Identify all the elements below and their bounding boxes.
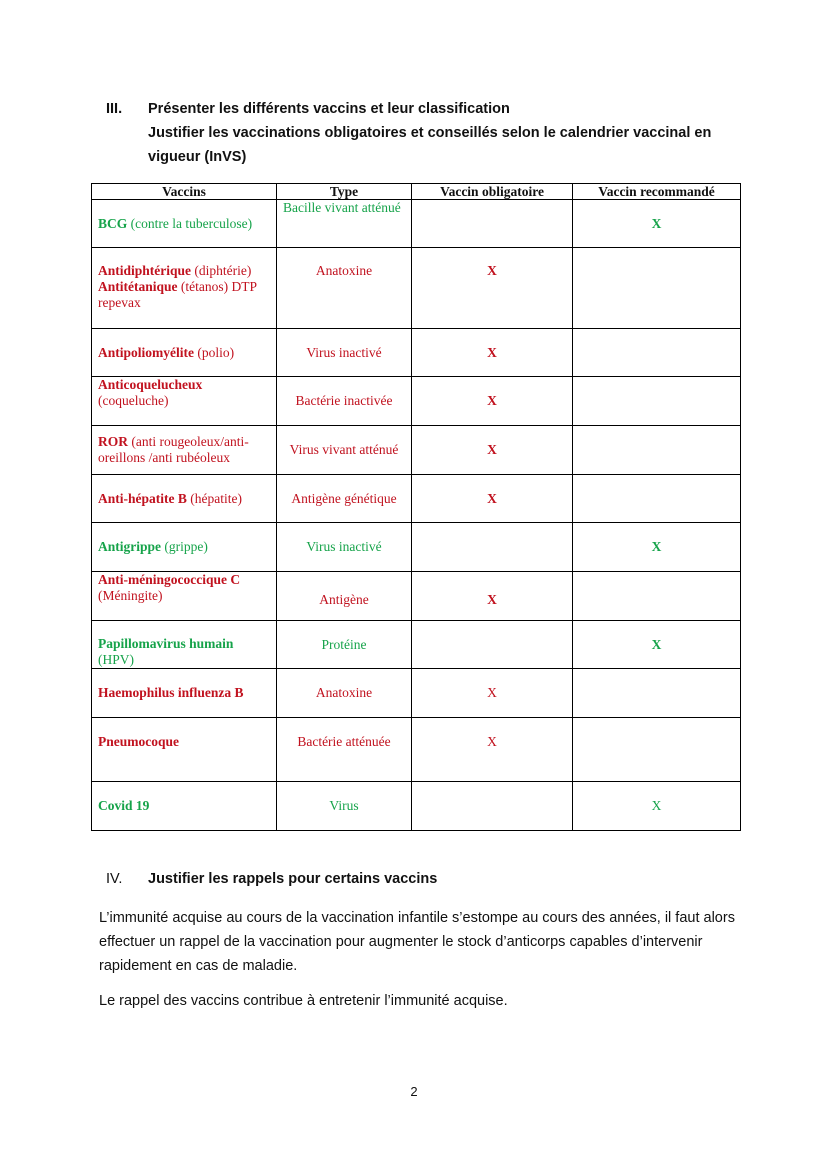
section-3-heading: [106, 97, 712, 165]
table-row: [92, 200, 741, 248]
vaccine-name-cell: [92, 669, 277, 718]
obligatoire-mark: X: [412, 248, 573, 329]
table-row: [92, 475, 741, 523]
table-row: [92, 426, 741, 475]
vaccine-type: Bacille vivant atténué: [277, 200, 412, 248]
vaccine-name: Covid 19: [98, 798, 150, 813]
vaccine-name: BCG: [98, 215, 128, 231]
vaccine-note: (HPV): [98, 652, 134, 667]
section-title-line: Présenter les différents vaccins et leur classification: [148, 101, 510, 117]
paragraph: Le rappel des vaccins contribue à entretenir l’immunité acquise.: [99, 993, 508, 1009]
vaccine-name-cell: [92, 572, 277, 621]
vaccine-name-cell: [92, 377, 277, 426]
vaccine-name-cell: [92, 200, 277, 248]
vaccine-name: Antipoliomyélite: [98, 344, 194, 360]
vaccine-name: Anti-hépatite B: [98, 490, 187, 506]
section-title-line: vigueur (InVS): [148, 149, 247, 165]
vaccine-name: Papillomavirus humain: [98, 636, 234, 651]
vaccine-table: [91, 183, 741, 831]
obligatoire-mark: X: [412, 377, 573, 426]
col-header-recommande: Vaccin recommandé: [573, 184, 741, 200]
vaccine-name-cell: [92, 621, 277, 669]
vaccine-type: Anatoxine: [277, 669, 412, 718]
recommande-mark: [573, 669, 741, 718]
recommande-mark: [573, 377, 741, 426]
vaccine-type: Antigène génétique: [277, 475, 412, 523]
vaccine-note: (Méningite): [98, 588, 163, 603]
obligatoire-mark: X: [412, 426, 573, 475]
vaccine-name-cell: [92, 426, 277, 475]
vaccine-name: Pneumocoque: [98, 734, 179, 749]
paragraph: L’immunité acquise au cours de la vaccination infantile s’estompe au cours des années, il faut alors effectuer un rappel de la vaccination pour augmenter le stock d’anticorps capables d’intervenir rapidement en cas de maladie.: [99, 910, 735, 974]
table-row: [92, 621, 741, 669]
table-row: [92, 329, 741, 377]
table-row: [92, 377, 741, 426]
table-row: [92, 523, 741, 572]
section-title: Justifier les rappels pour certains vaccins: [148, 871, 438, 887]
recommande-mark: X: [573, 200, 741, 248]
vaccine-note: (hépatite): [186, 490, 242, 506]
obligatoire-mark: X: [412, 718, 573, 782]
recommande-mark: [573, 426, 741, 475]
vaccine-note: (diphtérie): [191, 263, 252, 278]
obligatoire-mark: [412, 200, 573, 248]
vaccine-note: (contre la tuberculose): [127, 215, 253, 231]
obligatoire-mark: X: [412, 329, 573, 377]
vaccine-type: Virus vivant atténué: [277, 426, 412, 475]
vaccine-type: Bactérie atténuée: [277, 718, 412, 782]
vaccine-type: Virus inactivé: [277, 329, 412, 377]
section-4-heading: [106, 867, 437, 891]
obligatoire-mark: X: [412, 669, 573, 718]
section-number: IV.: [106, 871, 123, 887]
vaccine-type: Anatoxine: [277, 248, 412, 329]
vaccine-name: Anticoquelucheux: [98, 377, 203, 392]
col-header-vaccins: Vaccins: [92, 184, 277, 200]
vaccine-name-cell: [92, 523, 277, 572]
vaccine-name: Anti-méningococcique C: [98, 572, 241, 587]
vaccine-type: Antigène: [277, 572, 412, 621]
recommande-mark: [573, 475, 741, 523]
vaccine-type: Bactérie inactivée: [277, 377, 412, 426]
recommande-mark: [573, 329, 741, 377]
obligatoire-mark: [412, 782, 573, 831]
obligatoire-mark: [412, 523, 573, 572]
table-row: [92, 782, 741, 831]
section-title-line: Justifier les vaccinations obligatoires et conseillés selon le calendrier vaccinal en: [148, 125, 712, 141]
vaccine-name: ROR: [98, 434, 128, 449]
table-row: [92, 248, 741, 329]
col-header-obligatoire: Vaccin obligatoire: [412, 184, 573, 200]
vaccine-name-cell: [92, 782, 277, 831]
table-header-row: [92, 184, 741, 200]
vaccine-note: (grippe): [161, 539, 208, 554]
vaccine-type: Protéine: [277, 621, 412, 669]
table-row: [92, 572, 741, 621]
vaccine-name-cell: [92, 329, 277, 377]
obligatoire-mark: X: [412, 475, 573, 523]
recommande-mark: [573, 718, 741, 782]
recommande-mark: [573, 572, 741, 621]
section-number: III.: [106, 101, 123, 117]
obligatoire-mark: X: [412, 572, 573, 621]
vaccine-note: (coqueluche): [98, 393, 169, 408]
vaccine-note: (tétanos) DTP repevax: [98, 279, 257, 310]
vaccine-name: Antigrippe: [98, 539, 162, 554]
page-number: 2: [410, 1084, 418, 1099]
col-header-type: Type: [277, 184, 412, 200]
recommande-mark: X: [573, 782, 741, 831]
vaccine-name-cell: [92, 475, 277, 523]
vaccine-type: Virus: [277, 782, 412, 831]
recommande-mark: [573, 248, 741, 329]
obligatoire-mark: [412, 621, 573, 669]
table-row: [92, 718, 741, 782]
vaccine-note: (polio): [194, 344, 235, 360]
table-row: [92, 669, 741, 718]
vaccine-type: Virus inactivé: [277, 523, 412, 572]
recommande-mark: X: [573, 523, 741, 572]
vaccine-name: Haemophilus influenza B: [98, 685, 244, 700]
vaccine-name-cell: [92, 248, 277, 329]
vaccine-name: Antidiphtérique: [98, 263, 192, 278]
vaccine-note: (anti rougeoleux/anti-oreillons /anti rubéoleux: [98, 434, 249, 465]
vaccine-name-cell: [92, 718, 277, 782]
vaccine-name: Antitétanique: [98, 279, 178, 294]
recommande-mark: X: [573, 621, 741, 669]
